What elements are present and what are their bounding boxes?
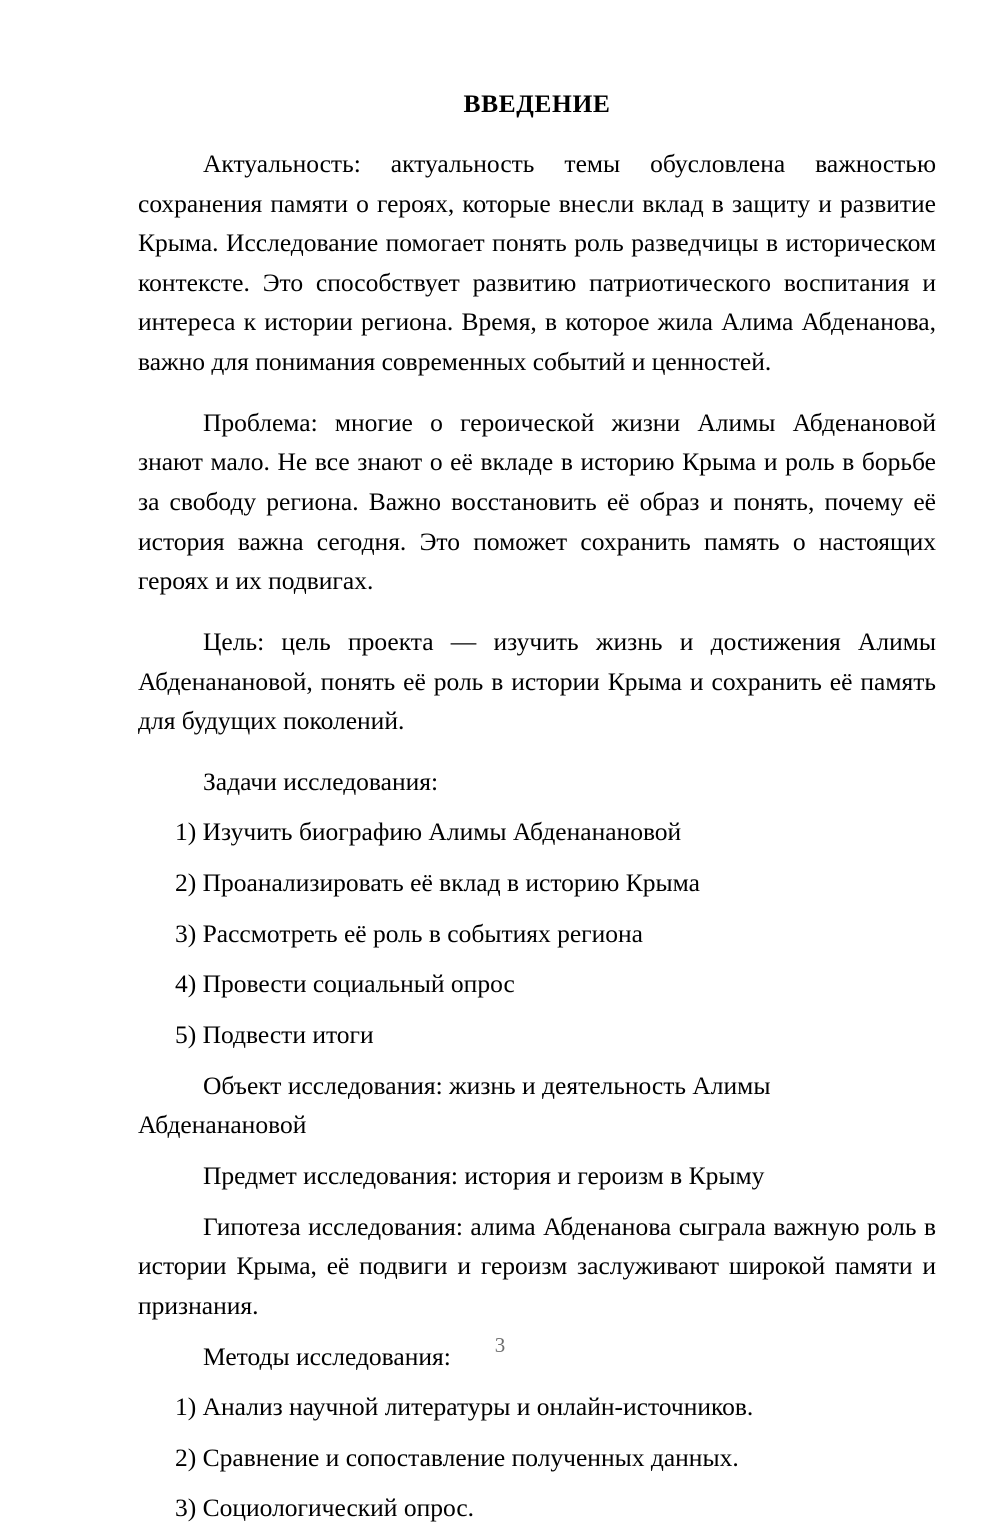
page-title: ВВЕДЕНИЕ	[463, 89, 611, 118]
paragraph-object: Объект исследования: жизнь и деятельность Алимы Абденанановой	[138, 1070, 771, 1140]
spacer	[138, 1055, 936, 1066]
spacer	[138, 903, 936, 914]
list-item: 2) Сравнение и сопоставление полученных данных.	[175, 1442, 739, 1472]
page-number: 3	[494, 1333, 506, 1357]
spacer	[138, 1376, 936, 1387]
spacer	[138, 1145, 936, 1156]
spacer	[138, 852, 936, 863]
spacer	[138, 1477, 936, 1488]
list-item: 5) Подвести итоги	[175, 1020, 374, 1050]
spacer	[138, 382, 936, 403]
paragraph-goal: Цель: цель проекта — изучить жизнь и достижения Алимы Абденанановой, понять её роль в истории Крыма и сохранить её память для будущих поколений.	[138, 626, 936, 736]
spacer	[138, 1196, 936, 1207]
paragraph-problem: Проблема: многие о героической жизни Алимы Абденановой знают мало. Не все знают о её вкладе в историю Крыма и роль в борьбе за свободу региона. Важно восстановить её образ и понять, почему её история важна сегодня. Это поможет сохранить память о настоящих героях и их подвигах.	[138, 407, 936, 596]
heading-methods: Методы исследования:	[203, 1341, 451, 1371]
document-body	[138, 88, 936, 1528]
paragraph-subject: Предмет исследования: история и героизм в Крыму	[203, 1160, 765, 1190]
spacer	[138, 601, 936, 622]
list-item: 3) Социологический опрос.	[175, 1493, 475, 1523]
list-item: 4) Провести социальный опрос	[175, 969, 515, 999]
spacer	[138, 741, 936, 762]
list-item: 1) Анализ научной литературы и онлайн-источников.	[175, 1392, 754, 1422]
paragraph-hypothesis: Гипотеза исследования: алима Абденанова сыграла важную роль в истории Крыма, её подвиги и героизм заслуживают широкой памяти и признания.	[138, 1211, 936, 1320]
spacer	[138, 801, 936, 812]
list-item: 1) Изучить биографию Алимы Абденанановой	[175, 817, 682, 847]
paragraph-relevance: Актуальность: актуальность темы обусловлена важностью сохранения памяти о героях, которые внесли вклад в защиту и развитие Крыма. Исследование помогает понять роль разведчицы в историческом контексте. Это способствует развитию патриотического воспитания и интереса к истории региона. Время, в которое жила Алима Абденанова, важно для понимания современных событий и ценностей.	[138, 148, 936, 377]
heading-tasks: Задачи исследования:	[203, 766, 439, 796]
list-item: 2) Проанализировать её вклад в историю Крыма	[175, 868, 700, 898]
list-item: 3) Рассмотреть её роль в событиях региона	[175, 918, 644, 948]
spacer	[138, 953, 936, 964]
spacer	[138, 1427, 936, 1438]
spacer	[138, 1004, 936, 1015]
